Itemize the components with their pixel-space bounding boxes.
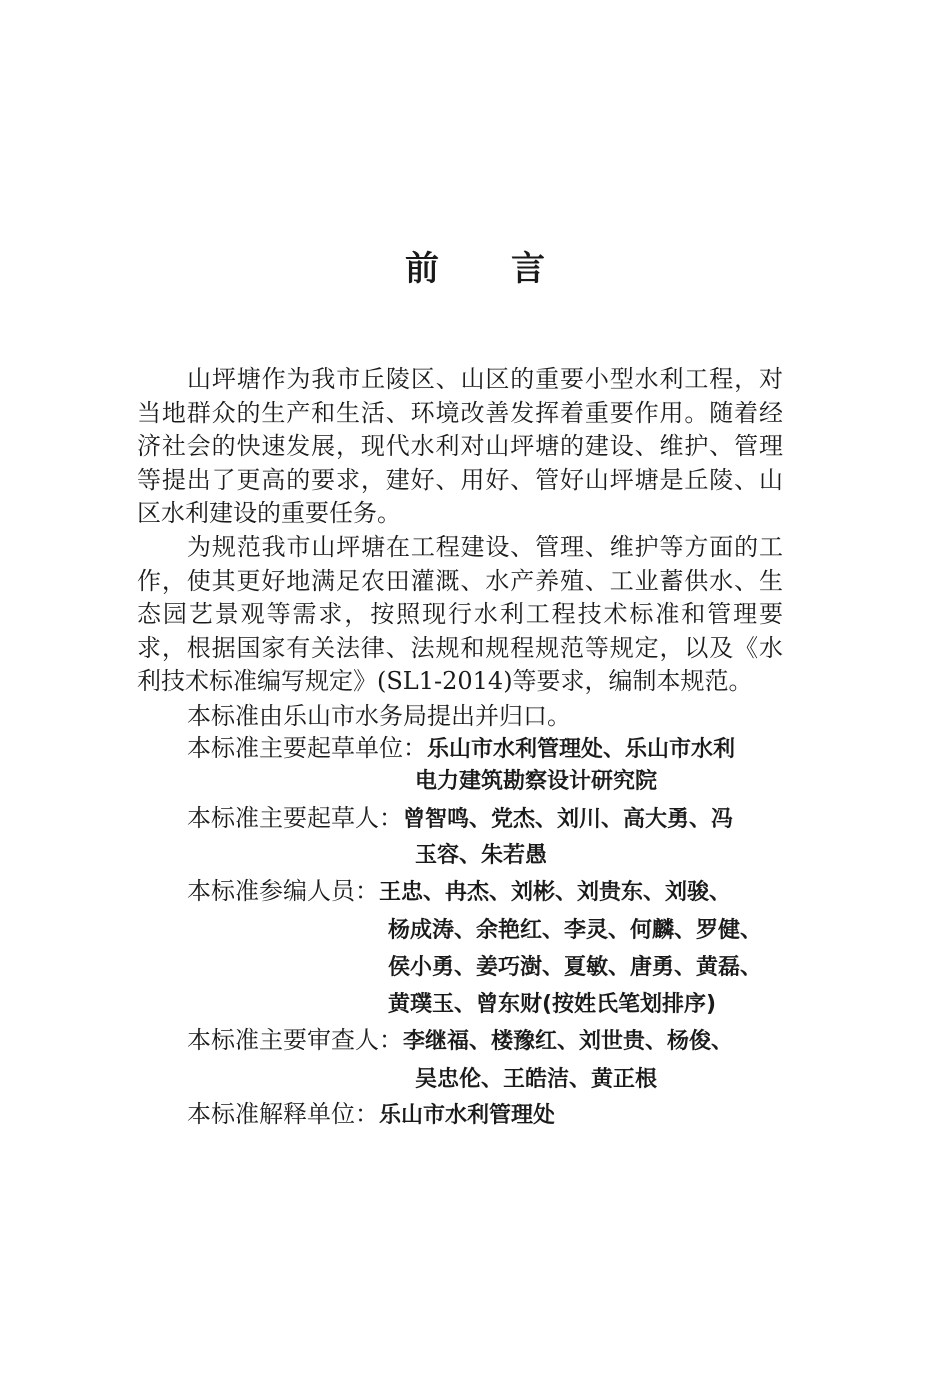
drafters-value-1: 曾智鸣、党杰、刘川、高大勇、冯: [403, 807, 734, 832]
page-title: [0, 244, 950, 294]
interpreter-label: 本标准解释单位：: [187, 1100, 379, 1128]
drafters-value-2: 玉容、朱若愚: [415, 843, 548, 868]
drafting-units-label: 本标准主要起草单位：: [187, 734, 427, 762]
interpreter-line: [187, 1098, 555, 1133]
participants-value-2: 杨成涛、余艳红、李灵、何麟、罗健、: [388, 918, 763, 943]
drafting-units-line: [187, 732, 735, 767]
participants-value-1: 王忠、冉杰、刘彬、刘贵东、刘骏、: [379, 880, 732, 905]
paragraph-2-text: 为规范我市山坪塘在工程建设、管理、维护等方面的工作，使其更好地满足农田灌溉、水产养殖、工业蓄供水、生态园艺景观等需求，按照现行水利工程技术标准和管理要求，根据国家有关法律、法规和规程规范等规定，以及《水利技术标准编写规定》(SL1-2014)等要求，编制本规范。: [137, 533, 783, 696]
drafting-units-value-1: 乐山市水利管理处、乐山市水利: [427, 737, 736, 762]
paragraph-1: [137, 363, 783, 531]
drafters-line: [187, 802, 733, 837]
proposer-line: 本标准由乐山市水务局提出并归口。: [187, 702, 571, 730]
title-char-1: 前: [405, 249, 439, 289]
participants-line: [187, 875, 731, 910]
drafters-label: 本标准主要起草人：: [187, 804, 403, 832]
reviewers-line: [187, 1024, 733, 1059]
reviewers-value-1: 李继福、楼豫红、刘世贵、杨俊、: [403, 1029, 734, 1054]
participants-value-3: 侯小勇、姜巧澍、夏敏、唐勇、黄磊、: [388, 955, 763, 980]
participants-value-4: 黄璞玉、曾东财(按姓氏笔划排序): [388, 992, 717, 1017]
paragraph-1-text: 山坪塘作为我市丘陵区、山区的重要小型水利工程，对当地群众的生产和生活、环境改善发挥着重要作用。随着经济社会的快速发展，现代水利对山坪塘的建设、维护、管理等提出了更高的要求，建好、用好、管好山坪塘是丘陵、山区水利建设的重要任务。: [137, 365, 783, 528]
paragraph-2: [137, 531, 783, 699]
interpreter-value: 乐山市水利管理处: [379, 1103, 556, 1128]
participants-label: 本标准参编人员：: [187, 877, 379, 905]
reviewers-label: 本标准主要审查人：: [187, 1026, 403, 1054]
reviewers-value-2: 吴忠伦、王皓洁、黄正根: [415, 1067, 658, 1092]
title-char-2: 言: [511, 249, 545, 289]
drafting-units-value-2: 电力建筑勘察设计研究院: [415, 769, 658, 794]
